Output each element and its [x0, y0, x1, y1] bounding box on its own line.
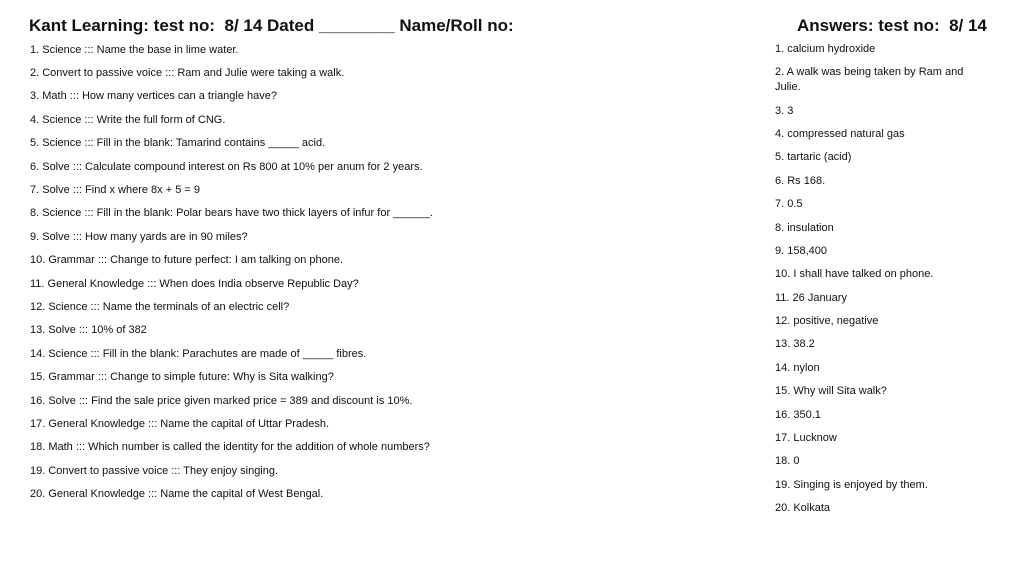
answer-item: 19. Singing is enjoyed by them.: [775, 478, 928, 491]
question-item: 17. General Knowledge ::: Name the capital of Uttar Pradesh.: [30, 417, 329, 430]
answer-item: 15. Why will Sita walk?: [775, 385, 887, 398]
answer-item: 12. positive, negative: [775, 315, 879, 328]
question-item: 9. Solve ::: How many yards are in 90 miles?: [30, 230, 248, 243]
question-item: 7. Solve ::: Find x where 8x + 5 = 9: [30, 184, 200, 197]
answer-item: 3. 3: [775, 104, 794, 117]
answer-item: 5. tartaric (acid): [775, 151, 852, 164]
question-item: 14. Science ::: Fill in the blank: Parachutes are made of _____ fibres.: [30, 347, 367, 360]
question-item: 6. Solve ::: Calculate compound interest on Rs 800 at 10% per anum for 2 years.: [30, 160, 423, 173]
answer-item: 14. nylon: [775, 361, 820, 374]
answer-item: 18. 0: [775, 455, 800, 468]
question-item: 13. Solve ::: 10% of 382: [30, 324, 147, 337]
answer-item: 13. 38.2: [775, 338, 815, 351]
answer-item: 2. A walk was being taken by Ram and Julie.: [775, 66, 964, 94]
answer-item: 7. 0.5: [775, 198, 803, 211]
question-item: 1. Science ::: Name the base in lime water.: [30, 43, 239, 56]
answer-item: 6. Rs 168.: [775, 174, 826, 187]
question-item: 3. Math ::: How many vertices can a triangle have?: [30, 90, 278, 103]
answer-item: 20. Kolkata: [775, 502, 831, 515]
answer-item: 1. calcium hydroxide: [775, 43, 876, 56]
answer-item: 8. insulation: [775, 221, 834, 234]
question-item: 18. Math ::: Which number is called the identity for the addition of whole numbers?: [30, 441, 430, 454]
question-list: [30, 38, 750, 506]
answer-item: 10. I shall have talked on phone.: [775, 268, 934, 281]
question-item: 20. General Knowledge ::: Name the capital of West Bengal.: [30, 488, 324, 501]
answer-item: 17. Lucknow: [775, 432, 837, 445]
page-title: Kant Learning: test no: 8/ 14 Dated ________ Name/Roll no:: [29, 16, 514, 35]
answer-item: 16. 350.1: [775, 408, 821, 421]
question-item: 15. Grammar ::: Change to simple future: Why is Sita walking?: [30, 371, 334, 384]
question-item: 5. Science ::: Fill in the blank: Tamarind contains _____ acid.: [30, 137, 326, 150]
question-item: 11. General Knowledge ::: When does India observe Republic Day?: [30, 277, 359, 290]
question-item: 4. Science ::: Write the full form of CNG.: [30, 113, 226, 126]
question-item: 8. Science ::: Fill in the blank: Polar bears have two thick layers of infur for ______.: [30, 207, 433, 220]
answer-list: [775, 38, 975, 520]
answer-item: 9. 158,400: [775, 244, 827, 257]
answer-item: 4. compressed natural gas: [775, 127, 905, 140]
question-item: 12. Science ::: Name the terminals of an electric cell?: [30, 300, 290, 313]
answers-title: Answers: test no: 8/ 14: [797, 16, 987, 35]
question-item: 2. Convert to passive voice ::: Ram and Julie were taking a walk.: [30, 67, 345, 80]
question-item: 19. Convert to passive voice ::: They enjoy singing.: [30, 464, 279, 477]
question-item: 16. Solve ::: Find the sale price given marked price = 389 and discount is 10%.: [30, 394, 413, 407]
answer-item: 11. 26 January: [775, 291, 847, 304]
question-item: 10. Grammar ::: Change to future perfect: I am talking on phone.: [30, 254, 344, 267]
